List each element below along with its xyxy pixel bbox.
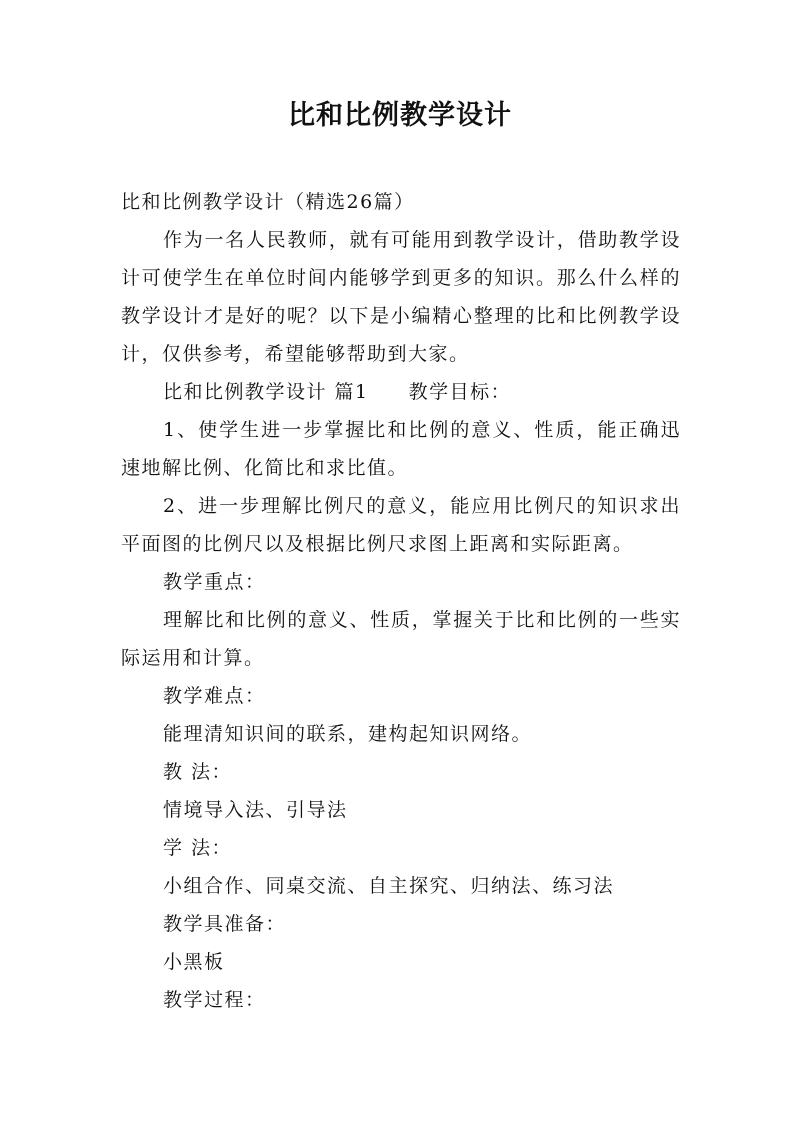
learning-method-label: 学 法： [163, 837, 233, 859]
materials-text: 小黑板 [163, 951, 225, 973]
difficulties-label: 教学难点： [163, 685, 266, 707]
process-label: 教学过程： [163, 989, 266, 1011]
intro-paragraph: 作为一名人民教师，就有可能用到教学设计，借助教学设计可使学生在单位时间内能够学到更多的知识。那么什么样的教学设计才是好的呢？以下是小编精心整理的比和比例教学设计，仅供参考，希望能够帮助到大家。 [121, 229, 681, 365]
goal-item-2: 2、进一步理解比例尺的意义，能应用比例尺的知识求出平面图的比例尺以及根据比例尺求图上距离和实际距离。 [121, 495, 681, 555]
goal-item-1: 1、使学生进一步掌握比和比例的意义、性质，能正确迅速地解比例、化简比和求比值。 [121, 419, 681, 479]
section-heading-line [121, 373, 681, 411]
teaching-method-label: 教 法： [163, 761, 233, 783]
key-points-text: 理解比和比例的意义、性质，掌握关于比和比例的一些实际运用和计算。 [121, 609, 681, 669]
learning-method-text: 小组合作、同桌交流、自主探究、归纳法、练习法 [163, 875, 615, 897]
document-title: 比和比例教学设计 [288, 100, 512, 131]
key-points-label: 教学重点： [163, 571, 266, 593]
document-body [121, 183, 681, 1019]
materials-label: 教学具准备： [163, 913, 287, 935]
teaching-goals-label: 教学目标： [408, 381, 512, 403]
teaching-method-text: 情境导入法、引导法 [163, 799, 348, 821]
difficulties-text: 能理清知识间的联系，建构起知识网络。 [163, 723, 533, 745]
section-heading: 比和比例教学设计 篇1 [163, 381, 369, 403]
subtitle-line: 比和比例教学设计（精选26篇） [121, 191, 415, 213]
